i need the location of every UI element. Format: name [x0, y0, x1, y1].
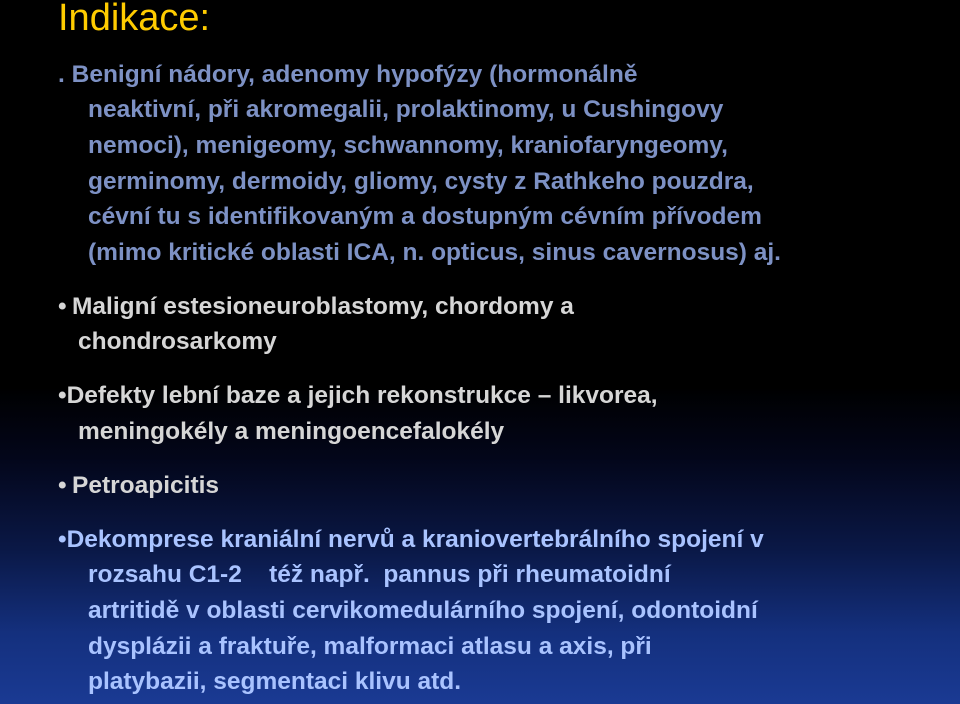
block5-line-4: dysplázii a fraktuře, malformaci atlasu a axis, při: [88, 633, 652, 660]
block1-line-4: germinomy, dermoidy, gliomy, cysty z Rathkeho pouzdra,: [88, 168, 754, 195]
block2-bullet: •: [58, 293, 67, 320]
block3-line-2: meningokély a meningoencefalokély: [78, 418, 505, 445]
block1-line-6: (mimo kritické oblasti ICA, n. opticus, sinus cavernosus) aj.: [88, 239, 781, 266]
block1-line-5: cévní tu s identifikovaným a dostupným cévním přívodem: [88, 203, 762, 230]
block3-line-1: •Defekty lební baze a jejich rekonstrukce – likvorea,: [58, 382, 658, 409]
block3-bullet: •: [58, 382, 67, 409]
block2-line-2: chondrosarkomy: [78, 328, 277, 355]
block1-line-2: neaktivní, při akromegalii, prolaktinomy, u Cushingovy: [88, 96, 724, 123]
block1-marker: .: [58, 61, 65, 88]
block5-line-2: rozsahu C1-2 též např. pannus při rheumatoidní: [88, 561, 671, 588]
block1-line-1: . Benigní nádory, adenomy hypofýzy (hormonálně: [58, 61, 638, 88]
block5-line-3: artritidě v oblasti cervikomedulárního spojení, odontoidní: [88, 597, 758, 624]
block4-line-1: • Petroapicitis: [58, 472, 220, 499]
block2-line-1: • Maligní estesioneuroblastomy, chordomy a: [58, 293, 574, 320]
block1-line-3: nemoci), menigeomy, schwannomy, kraniofaryngeomy,: [88, 132, 728, 159]
slide-title: Indikace:: [58, 0, 211, 39]
block5-bullet: •: [58, 526, 67, 553]
block4-bullet: •: [58, 472, 67, 499]
block5-line-1: •Dekomprese kraniální nervů a kraniovertebrálního spojení v: [58, 526, 764, 553]
block5-line-5: platybazii, segmentaci klivu atd.: [88, 668, 462, 695]
